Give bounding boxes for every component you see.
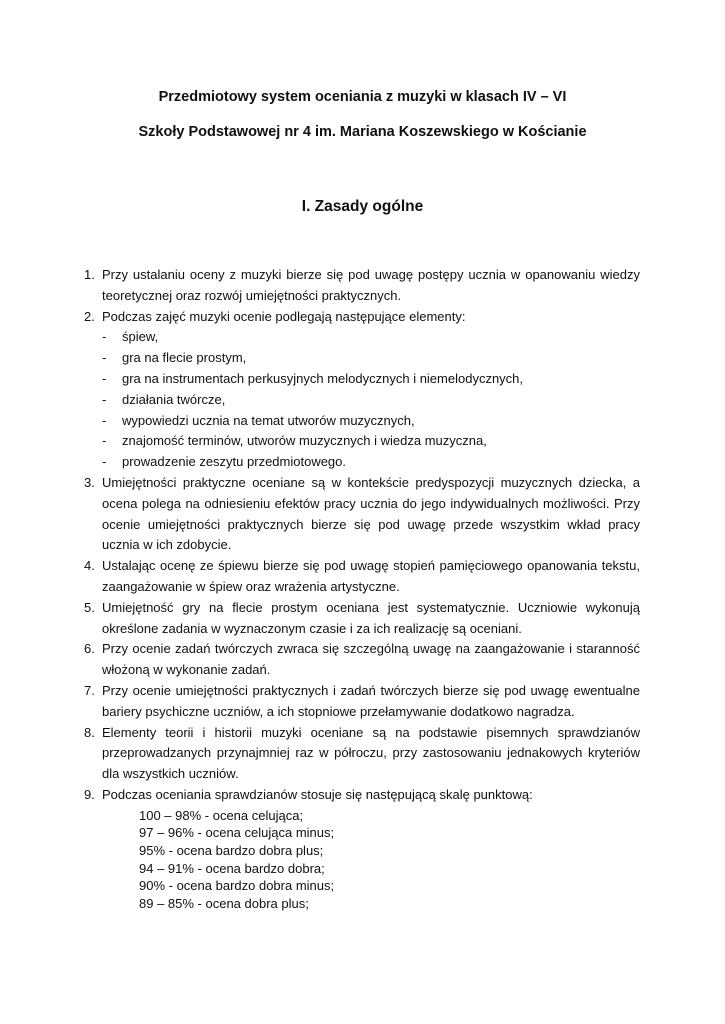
dash-bullet: - (102, 350, 107, 366)
dash-bullet: - (102, 370, 107, 386)
list-item (84, 265, 640, 307)
rules-list (84, 265, 640, 912)
scale-entry: 100 – 98% - ocena celująca; (139, 807, 304, 823)
dash-bullet: - (102, 412, 107, 428)
element-text: wypowiedzi ucznia na temat utworów muzycznych, (122, 412, 415, 428)
element-text: prowadzenie zeszytu przedmiotowego. (122, 454, 347, 470)
list-item-number: 4. (84, 558, 95, 574)
document-title-line-1: Przedmiotowy system oceniania z muzyki w klasach IV – VI (158, 89, 567, 105)
list-item-number: 3. (84, 474, 95, 490)
dash-bullet: - (102, 329, 107, 345)
list-item-number: 9. (84, 786, 95, 802)
list-item-number: 2. (84, 308, 95, 324)
list-item (84, 473, 640, 556)
list-item-text: Ustalając ocenę ze śpiewu bierze się pod uwagę stopień pamięciowego opanowania tekstu, zaangażowanie w śpiew oraz wrażenia artystyczne. (102, 558, 640, 594)
list-item-text: Przy ocenie zadań twórczych zwraca się szczególną uwagę na zaangażowanie i staranność włożoną w wykonanie zadań. (102, 641, 640, 678)
list-item-text: Przy ustalaniu oceny z muzyki bierze się pod uwagę postępy ucznia w opanowaniu wiedzy teoretycznej oraz rozwój umiejętności praktycznych. (102, 267, 640, 303)
grading-scale (84, 807, 640, 913)
section-heading: I. Zasady ogólne (301, 198, 424, 215)
list-item-number: 7. (84, 682, 95, 698)
list-item-text: Elementy teorii i historii muzyki oceniane są na podstawie pisemnych sprawdzianów przeprowadzanych przynajmniej raz w półroczu, przy zastosowaniu jednakowych kryteriów dla wszystkich uczniów. (102, 724, 640, 782)
list-item-number: 6. (84, 641, 95, 657)
list-item-text: Podczas zajęć muzyki ocenie podlegają następujące elementy: (102, 308, 466, 324)
list-item (84, 307, 640, 328)
element-item (84, 348, 640, 369)
list-item (84, 723, 640, 785)
list-item (84, 639, 640, 681)
list-item-text: Podczas oceniania sprawdzianów stosuje się następującą skalę punktową: (102, 786, 533, 802)
list-item-text: Przy ocenie umiejętności praktycznych i zadań twórczych bierze się pod uwagę ewentualne bariery psychiczne uczniów, a ich stopniowe przełamywanie dodatkowo nagradza. (102, 682, 640, 719)
scale-entry: 89 – 85% - ocena dobra plus; (139, 895, 309, 911)
list-item (84, 681, 640, 723)
element-item (84, 369, 640, 390)
element-item (84, 431, 640, 452)
element-item (84, 452, 640, 473)
element-text: gra na flecie prostym, (122, 350, 247, 366)
element-item (84, 327, 640, 348)
scale-entry: 94 – 91% - ocena bardzo dobra; (139, 860, 325, 876)
list-item-number: 8. (84, 724, 95, 740)
dash-bullet: - (102, 433, 107, 449)
list-item-text: Umiejętność gry na flecie prostym oceniana jest systematycznie. Uczniowie wykonują określone zadania w wyznaczonym czasie i za ich realizację są oceniani. (102, 599, 640, 636)
element-text: gra na instrumentach perkusyjnych melodycznych i niemelodycznych, (122, 370, 524, 386)
scale-entry: 90% - ocena bardzo dobra minus; (139, 878, 335, 894)
dash-bullet: - (102, 391, 107, 407)
list-item (84, 556, 640, 598)
element-text: śpiew, (122, 329, 159, 345)
dash-bullet: - (102, 454, 107, 470)
list-item (84, 785, 640, 806)
element-text: znajomość terminów, utworów muzycznych i wiedza muzyczna, (122, 433, 487, 449)
document-title-line-2: Szkoły Podstawowej nr 4 im. Mariana Koszewskiego w Kościanie (138, 124, 587, 140)
scale-entry: 95% - ocena bardzo dobra plus; (139, 842, 324, 858)
element-item (84, 390, 640, 411)
element-text: działania twórcze, (122, 391, 226, 407)
list-item-number: 1. (84, 267, 95, 282)
list-item-number: 5. (84, 599, 95, 615)
list-item-text: Umiejętności praktyczne oceniane są w kontekście predyspozycji muzycznych dziecka, a ocena polega na odniesieniu efektów pracy ucznia do jego indywidualnych możliwości. Przy ocenie umiejętności praktycznych bierze się pod uwagę przede wszystkim wkład pracy ucznia w ich zdobycie. (102, 474, 640, 553)
list-item (84, 598, 640, 640)
element-item (84, 411, 640, 432)
scale-entry: 97 – 96% - ocena celująca minus; (139, 825, 335, 841)
